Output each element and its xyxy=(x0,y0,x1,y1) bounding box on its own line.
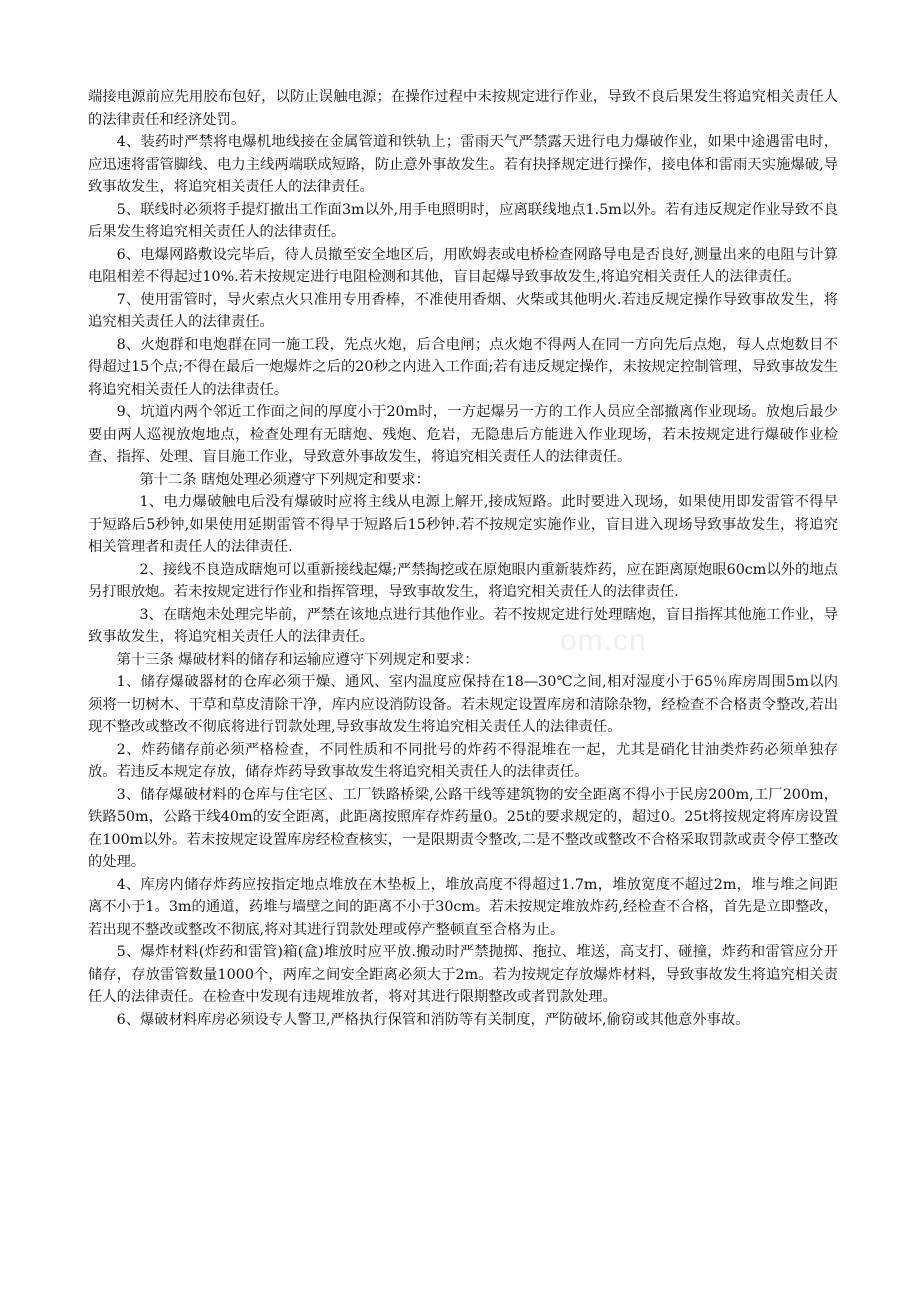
article-12-item-2: 2、接线不良造成瞎炮可以重新接线起爆;严禁掏挖或在原炮眼内重新装炸药，应在距离原炮眼60cm以外的地点另打眼放炮。若未按规定进行作业和指挥管理，导致事故发生，将追究相关责任人的法律责任. xyxy=(88,561,838,600)
article-12-item-3: 3、在瞎炮未处理完毕前，严禁在该地点进行其他作业。若不按规定进行处理瞎炮，盲目指挥其他施工作业，导致事故发生，将追究相关责任人的法律责任。 xyxy=(88,606,838,645)
article-13-item-3: 3、储存爆破材料的仓库与住宅区、工厂铁路桥梁,公路干线等建筑物的安全距离不得小于民房200m,工厂200m，铁路50m，公路干线40m的安全距离，此距离按照库存炸药量0。25t的要求规定的，超过0。25t将按规定将库房设置在100m以外。若未按规定设置库房经检查核实，一是限期责令整改,二是不整改或整改不合格采取罚款或责令停工整改的处理。 xyxy=(88,786,838,870)
watermark: om.cn xyxy=(560,624,647,657)
article-13-item-4: 4、库房内储存炸药应按指定地点堆放在木垫板上，堆放高度不得超过1.7m，堆放宽度不超过2m，堆与堆之间距离不小于1。3m的通道，药堆与墙壁之间的距离不小于30cm。若未按规定堆放炸药,经检查不合格，首先是立即整改，若出现不整改或整改不彻底,将对其进行罚款处理或停产整顿直至合格为止。 xyxy=(88,876,838,938)
clause-item-8: 8、火炮群和电炮群在同一施工段，先点火炮，后合电闸；点火炮不得两人在同一方向先后点炮，每人点炮数目不得超过15个点;不得在最后一炮爆炸之后的20秒之内进入工作面;若有违反规定操作，未按规定控制管理，导致事故发生将追究相关责任人的法律责任。 xyxy=(88,336,838,398)
document-body xyxy=(88,86,838,1031)
clause-item-9: 9、坑道内两个邻近工作面之间的厚度小于20m时，一方起爆另一方的工作人员应全部撤离作业现场。放炮后最少要由两人巡视放炮地点，检查处理有无瞎炮、残炮、危岩，无隐患后方能进入作业现场，若未按规定进行爆破作业检查、指挥、处理、盲目施工作业，导致意外事故发生，将追究相关责任人的法律责任。 xyxy=(88,404,838,465)
article-12-heading: 第十二条 瞎炮处理必须遵守下列规定和要求： xyxy=(139,471,430,488)
clause-item-6: 6、电爆网路敷设完毕后，待人员撤至安全地区后，用欧姆表或电桥检查网路导电是否良好,测量出来的电阻与计算电阻相差不得起过10%.若未按规定进行电阻检测和其他，盲目起爆导致事故发生,将追究相关责任人的法律责任。 xyxy=(88,246,838,285)
clause-item-4: 4、装药时严禁将电爆机地线接在金属管道和铁轨上；雷雨天气严禁露天进行电力爆破作业，如果中途遇雷电时，应迅速将雷管脚线、电力主线两端联成短路，防止意外事故发生。若有抉择规定进行操作，接电体和雷雨天实施爆破,导致事故发生，将追究相关责任人的法律责任。 xyxy=(88,134,838,195)
article-12-item-1: 1、电力爆破触电后没有爆破时应将主线从电源上解开,接成短路。此时要进入现场，如果使用即发雷管不得早于短路后5秒钟,如果使用延期雷管不得早于短路后15秒钟.若不按规定实施作业，盲目进入现场导致事故发生，将追究相关管理者和责任人的法律责任. xyxy=(88,494,838,555)
paragraph-continuation: 端接电源前应先用胶布包好，以防止误触电源；在操作过程中未按规定进行作业，导致不良后果发生将追究相关责任人的法律责任和经济处罚。 xyxy=(88,89,838,128)
article-13-item-6: 6、爆破材料库房必须设专人警卫,严格执行保管和消防等有关制度，严防破坏,偷窃或其他意外事故。 xyxy=(116,1011,750,1028)
article-13-item-2: 2、炸药储存前必须严格检查，不同性质和不同批号的炸药不得混堆在一起，尤其是硝化甘油类炸药必须单独存放。若违反本规定存放，储存炸药导致事故发生将追究相关责任人的法律责任。 xyxy=(88,741,838,780)
article-13-heading: 第十三条 爆破材料的储存和运输应遵守下列规定和要求： xyxy=(116,651,479,668)
clause-item-5: 5、联线时必须将手提灯撤出工作面3m以外,用手电照明时，应离联线地点1.5m以外。若有违反规定作业导致不良后果发生将追究相关责任人的法律责任。 xyxy=(88,201,838,240)
article-13-item-5: 5、爆炸材料(炸药和雷管)箱(盒)堆放时应平放.搬动时严禁抛掷、拖拉、堆送，高支打、碰撞，炸药和雷管应分开储存，存放雷管数量1000个，两库之间安全距离必须大于2m。若为按规定存放爆炸材料，导致事故发生将追究相关责任人的法律责任。在检查中发现有违规堆放者，将对其进行限期整改或者罚款处理。 xyxy=(88,944,838,1005)
clause-item-7: 7、使用雷管时，导火索点火只准用专用香棒，不准使用香烟、火柴或其他明火.若违反规定操作导致事故发生，将追究相关责任人的法律责任。 xyxy=(88,291,838,330)
article-13-item-1: 1、储存爆破器材的仓库必须干燥、通风、室内温度应保持在18—30℃之间,相对湿度小于65％库房周围5m以内须将一切树木、干草和草皮清除干净，库内应设消防设备。若未规定设置库房和清除杂物，经检查不合格责令整改,若出现不整改或整改不彻底将进行罚款处理,导致事故发生将追究相关责任人的法律责任。 xyxy=(88,674,838,735)
